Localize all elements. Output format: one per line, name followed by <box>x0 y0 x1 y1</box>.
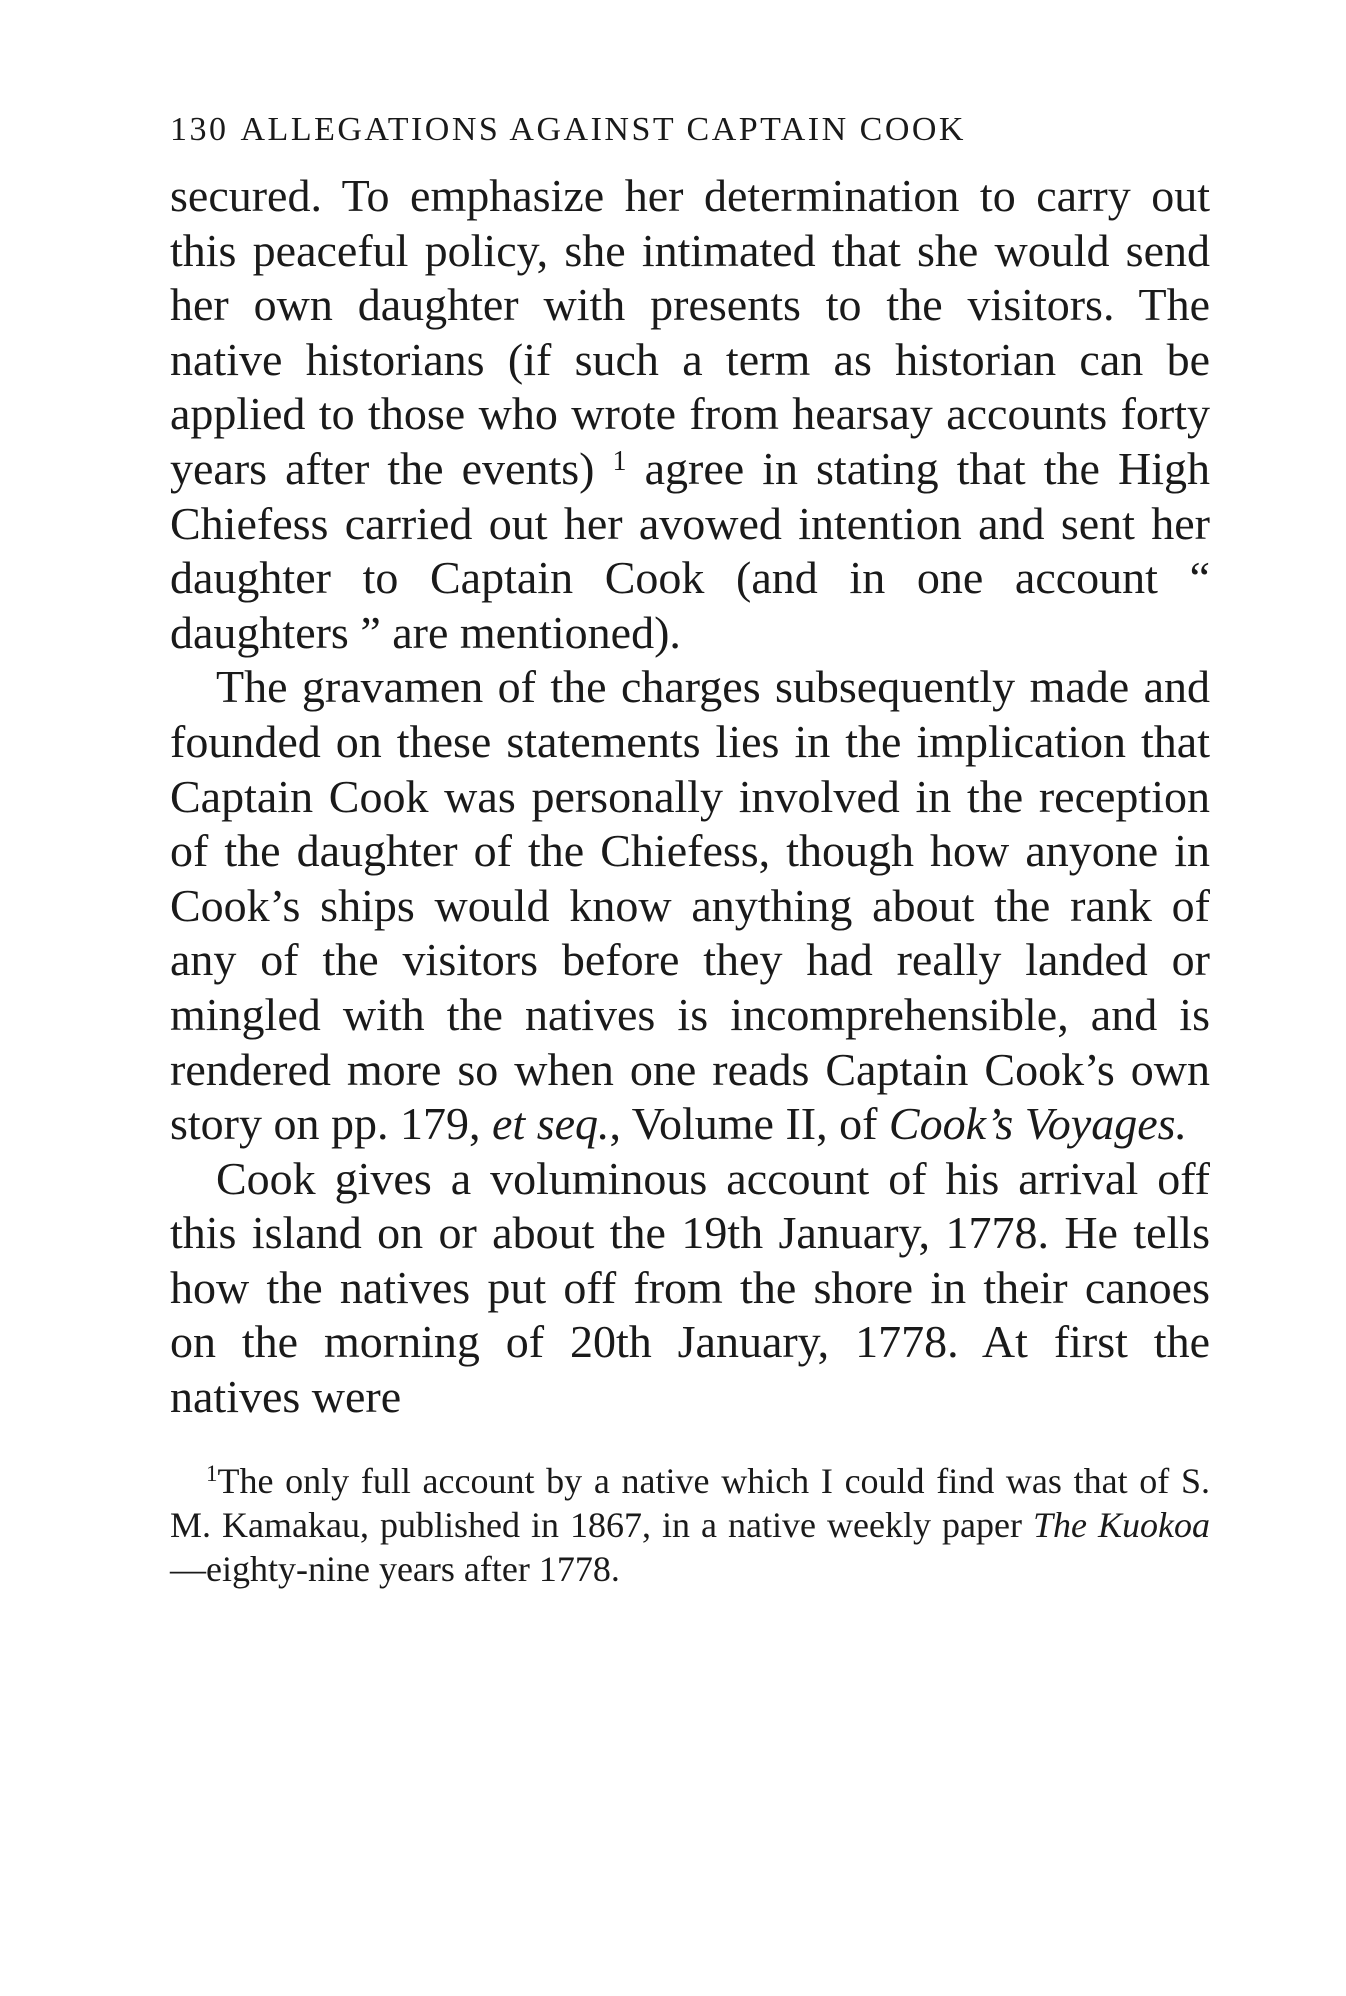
paragraph-2 <box>170 660 1210 1151</box>
paragraph-2-italic-et-seq: et seq. <box>492 1098 610 1150</box>
paragraph-2-italic-title: Cook’s Voyages. <box>888 1098 1188 1150</box>
footnote-1 <box>170 1459 1210 1591</box>
paragraph-1-text-b: agree in stating that the High Chiefess carried out her avowed intention and sent her daughter to Captain Cook (and in one account “ daughters ” are mentioned). <box>170 442 1210 658</box>
body-text <box>170 169 1210 1425</box>
running-title: ALLEGATIONS AGAINST CAPTAIN COOK <box>240 111 966 148</box>
paragraph-2-text-b: , Volume II, of <box>609 1098 889 1150</box>
footnotes <box>170 1459 1210 1591</box>
paragraph-3-text: Cook gives a voluminous account of his arrival off this island on or about the 19th January, 1778. He tells how the natives put off from the shore in their canoes on the morning of 20th January, 1778. At first the natives were <box>170 1152 1210 1423</box>
page-number: 130 <box>170 111 229 148</box>
running-head <box>170 105 1210 155</box>
footnote-ref-1: 1 <box>612 445 627 477</box>
footnote-1-text-a: The only full account by a native which I could find was that of S. M. Kamakau, published in 1867, in a native weekly paper <box>170 1460 1210 1545</box>
footnote-1-italic: The Kuokoa <box>1032 1504 1210 1545</box>
footnote-marker-1: 1 <box>206 1460 218 1486</box>
paragraph-3 <box>170 1152 1210 1425</box>
book-page <box>170 105 1210 1591</box>
paragraph-1 <box>170 169 1210 660</box>
footnote-1-text-b: —eighty-nine years after 1778. <box>170 1548 620 1589</box>
paragraph-2-text-a: The gravamen of the charges subsequently made and founded on these statements lies in the implication that Captain Cook was personally involved in the reception of the daughter of the Chiefess, though how anyone in Cook’s ships would know anything about the rank of any of the visitors before they had really landed or mingled with the natives is incomprehensible, and is rendered more so when one reads Captain Cook’s own story on pp. 179, <box>170 661 1210 1150</box>
paragraph-1-text-a: secured. To emphasize her determination to carry out this peaceful policy, she intimated that she would send her own daughter with presents to the visitors. The native historians (if such a term as historian can be applied to those who wrote from hearsay accounts forty years after the events) <box>170 170 1210 494</box>
